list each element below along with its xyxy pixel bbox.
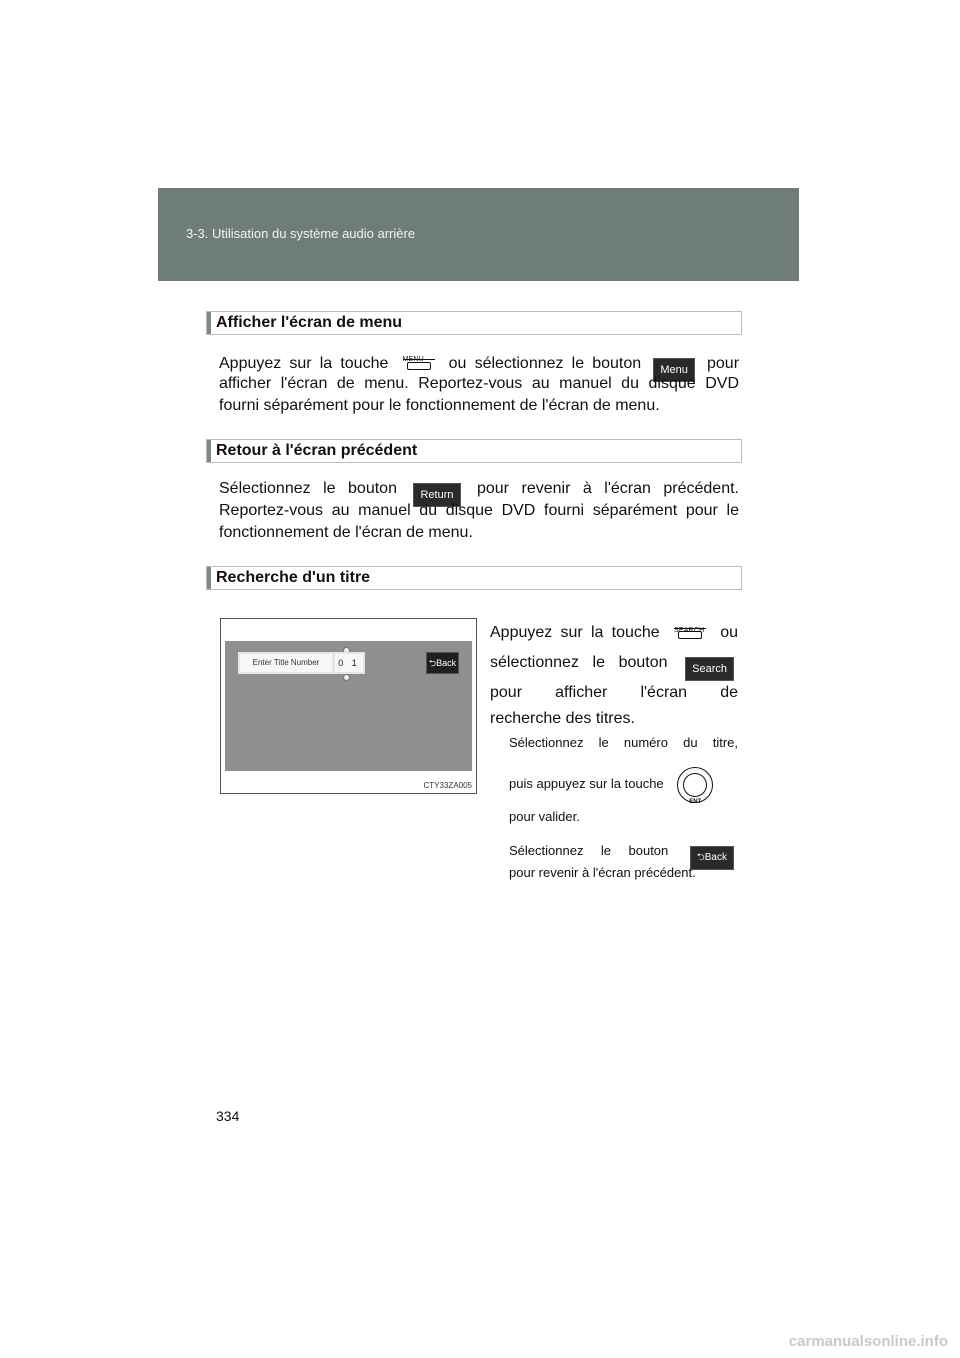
section-title-return — [206, 439, 742, 463]
return-line-2: Reportez-vous au manuel du disque DVD fourni séparément pour le — [219, 502, 739, 519]
paragraph-return — [219, 478, 739, 544]
down-arrow-icon — [343, 674, 350, 681]
menu-line-1: Appuyez sur la touche MENU ou sélectionnez le bouton Menu pour — [219, 351, 739, 373]
title-number-label: Enter Title Number — [238, 652, 334, 674]
section-title-menu-text: Afficher l'écran de menu — [216, 314, 403, 331]
menu-line-3: fourni séparément pour le fonctionnement de l'écran de menu. — [219, 397, 660, 414]
screen-display — [225, 641, 472, 771]
search-key-icon: SEARCH — [674, 620, 706, 642]
figure-back-button: ⮌Back — [426, 652, 459, 674]
back-screen-button: ⮌Back — [690, 846, 734, 870]
paragraph-menu — [219, 351, 739, 417]
return-line-1: Sélectionnez le bouton Return pour revenir à l'écran précédent. — [219, 478, 739, 500]
menu-line-2: afficher l'écran de menu. Reportez-vous au manuel du disque DVD — [219, 375, 739, 392]
search-screen-figure — [220, 618, 477, 794]
back-arrow-icon: ⮌ — [428, 658, 437, 668]
figure-id: CTY33ZA005 — [423, 781, 472, 790]
search-line-4: recherche des titres. — [490, 710, 635, 727]
menu-screen-button: Menu — [653, 358, 695, 382]
section-title-return-text: Retour à l'écran précédent — [216, 442, 418, 459]
note-1a: Sélectionnez le numéro du titre, — [509, 735, 738, 750]
enter-knob-icon: ENT — [677, 767, 713, 803]
note-1b: puis appuyez sur la touche ENT — [509, 762, 738, 806]
title-number-value: 0 1 — [333, 652, 365, 674]
search-line-1: Appuyez sur la touche SEARCH ou — [490, 620, 738, 650]
section-label: 3-3. Utilisation du système audio arrière — [186, 226, 416, 241]
note-1c: pour valider. — [509, 809, 580, 824]
back-arrow-icon: ⮌ — [696, 852, 705, 863]
note-2a: Sélectionnez le bouton ⮌Back — [509, 838, 738, 864]
menu-key-icon: MENU — [403, 351, 435, 373]
section-title-menu — [206, 311, 742, 335]
section-title-search — [206, 566, 742, 590]
search-line-3: pour afficher l'écran de — [490, 684, 738, 701]
watermark: carmanualsonline.info — [788, 1333, 948, 1350]
return-line-3: fonctionnement de l'écran de menu. — [219, 524, 473, 541]
return-screen-button: Return — [413, 483, 460, 507]
paragraph-search — [490, 620, 738, 732]
search-screen-button: Search — [685, 657, 734, 681]
note-2b: pour revenir à l'écran précédent. — [509, 865, 696, 880]
section-title-search-text: Recherche d'un titre — [216, 569, 371, 586]
header-band — [158, 188, 799, 281]
search-line-2: sélectionnez le bouton Search — [490, 650, 738, 680]
page-number: 334 — [216, 1108, 240, 1124]
search-notes — [509, 734, 738, 886]
